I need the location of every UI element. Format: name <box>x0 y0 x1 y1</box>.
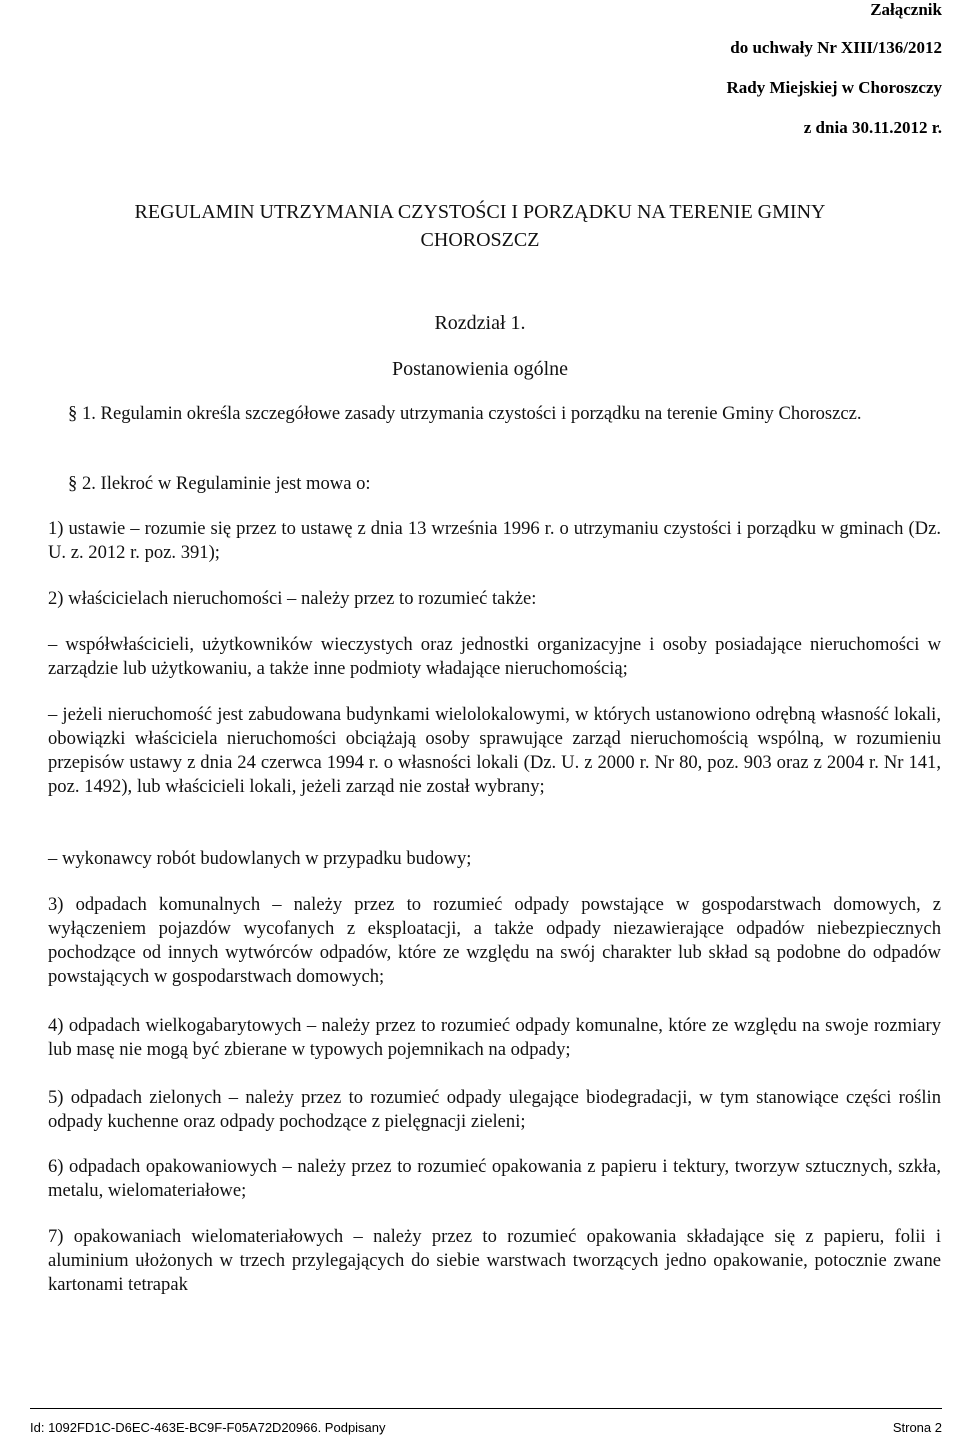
definition-item-2a: – współwłaścicieli, użytkowników wieczystych oraz jednostki organizacyjne i osoby posiadające nieruchomości w zarządzie lub użytkowaniu, a także inne podmioty władające nieruchomością; <box>48 634 941 679</box>
definition-item-5: 5) odpadach zielonych – należy przez to rozumieć odpady ulegające biodegradacji, w tym stanowiące części roślin odpady kuchenne oraz odpady pochodzące z pielęgnacji zieleni; <box>48 1087 941 1132</box>
attachment-label: Załącznik <box>870 0 942 19</box>
definition-item-7: 7) opakowaniach wielomateriałowych – należy przez to rozumieć opakowania składające się z papieru, folii i aluminium ułożonych w trzech przylegających do siebie warstwach tworzących jedno opakowanie, potocznie zwane kartonami tetrapak <box>48 1226 941 1295</box>
definition-item-2b: – jeżeli nieruchomość jest zabudowana budynkami wielolokalowymi, w których ustanowiono odrębną własność lokali, obowiązki właściciela nieruchomości obciążają osoby sprawujące zarząd nieruchomością wspólną, w rozumieniu przepisów ustawy z dnia 24 czerwca 1994 r. o własności lokali (Dz. U. z 2000 r. Nr 80, poz. 903 oraz z 2004 r. Nr 141, poz. 1492), lub właścicieli lokali, jeżeli zarząd nie został wybrany; <box>48 704 941 797</box>
chapter-title: Postanowienia ogólne <box>391 358 569 380</box>
document-id: Id: 1092FD1C-D6EC-463E-BC9F-F05A72D20966. Podpisany <box>30 1420 386 1435</box>
paragraph-2: § 2. Ilekroć w Regulaminie jest mowa o: <box>68 473 371 494</box>
document-title-line1: REGULAMIN UTRZYMANIA CZYSTOŚCI I PORZĄDKU NA TERENIE GMINY <box>134 201 826 223</box>
council-name: Rady Miejskiej w Choroszczy <box>726 78 942 97</box>
definition-item-1: 1) ustawie – rozumie się przez to ustawę z dnia 13 września 1996 r. o utrzymaniu czystości i porządku w gminach (Dz. U. z. 2012 r. poz. 391); <box>48 518 941 563</box>
paragraph-1: § 1. Regulamin określa szczegółowe zasady utrzymania czystości i porządku na terenie Gminy Choroszcz. <box>68 403 862 424</box>
document-title <box>0 198 960 254</box>
definition-item-2c: – wykonawcy robót budowlanych w przypadku budowy; <box>48 848 472 869</box>
footer-divider <box>30 1408 942 1409</box>
definition-item-4: 4) odpadach wielkogabarytowych – należy przez to rozumieć odpady komunalne, które ze względu na swoje rozmiary lub masę nie mogą być zbierane w typowych pojemnikach na odpady; <box>48 1015 941 1060</box>
attachment-header <box>727 0 942 158</box>
page-number: Strona 2 <box>892 1420 942 1435</box>
chapter-number: Rozdział 1. <box>434 312 526 334</box>
resolution-date: z dnia 30.11.2012 r. <box>803 118 942 137</box>
document-title-line2: CHOROSZCZ <box>420 229 540 251</box>
resolution-number: do uchwały Nr XIII/136/2012 <box>730 38 942 57</box>
definition-item-3: 3) odpadach komunalnych – należy przez to rozumieć odpady powstające w gospodarstwach domowych, z wyłączeniem pojazdów wycofanych z eksploatacji, a także odpady niezawierające odpadów niebezpiecznych pochodzące od innych wytwórców odpadów, które ze względu na swój charakter lub skład są podobne do odpadów powstających w gospodarstwach domowych; <box>48 894 941 987</box>
definition-item-2: 2) właścicielach nieruchomości – należy przez to rozumieć także: <box>48 588 537 609</box>
definition-item-6: 6) odpadach opakowaniowych – należy przez to rozumieć opakowania z papieru i tektury, tworzyw sztucznych, szkła, metalu, wielomateriałowe; <box>48 1156 941 1201</box>
